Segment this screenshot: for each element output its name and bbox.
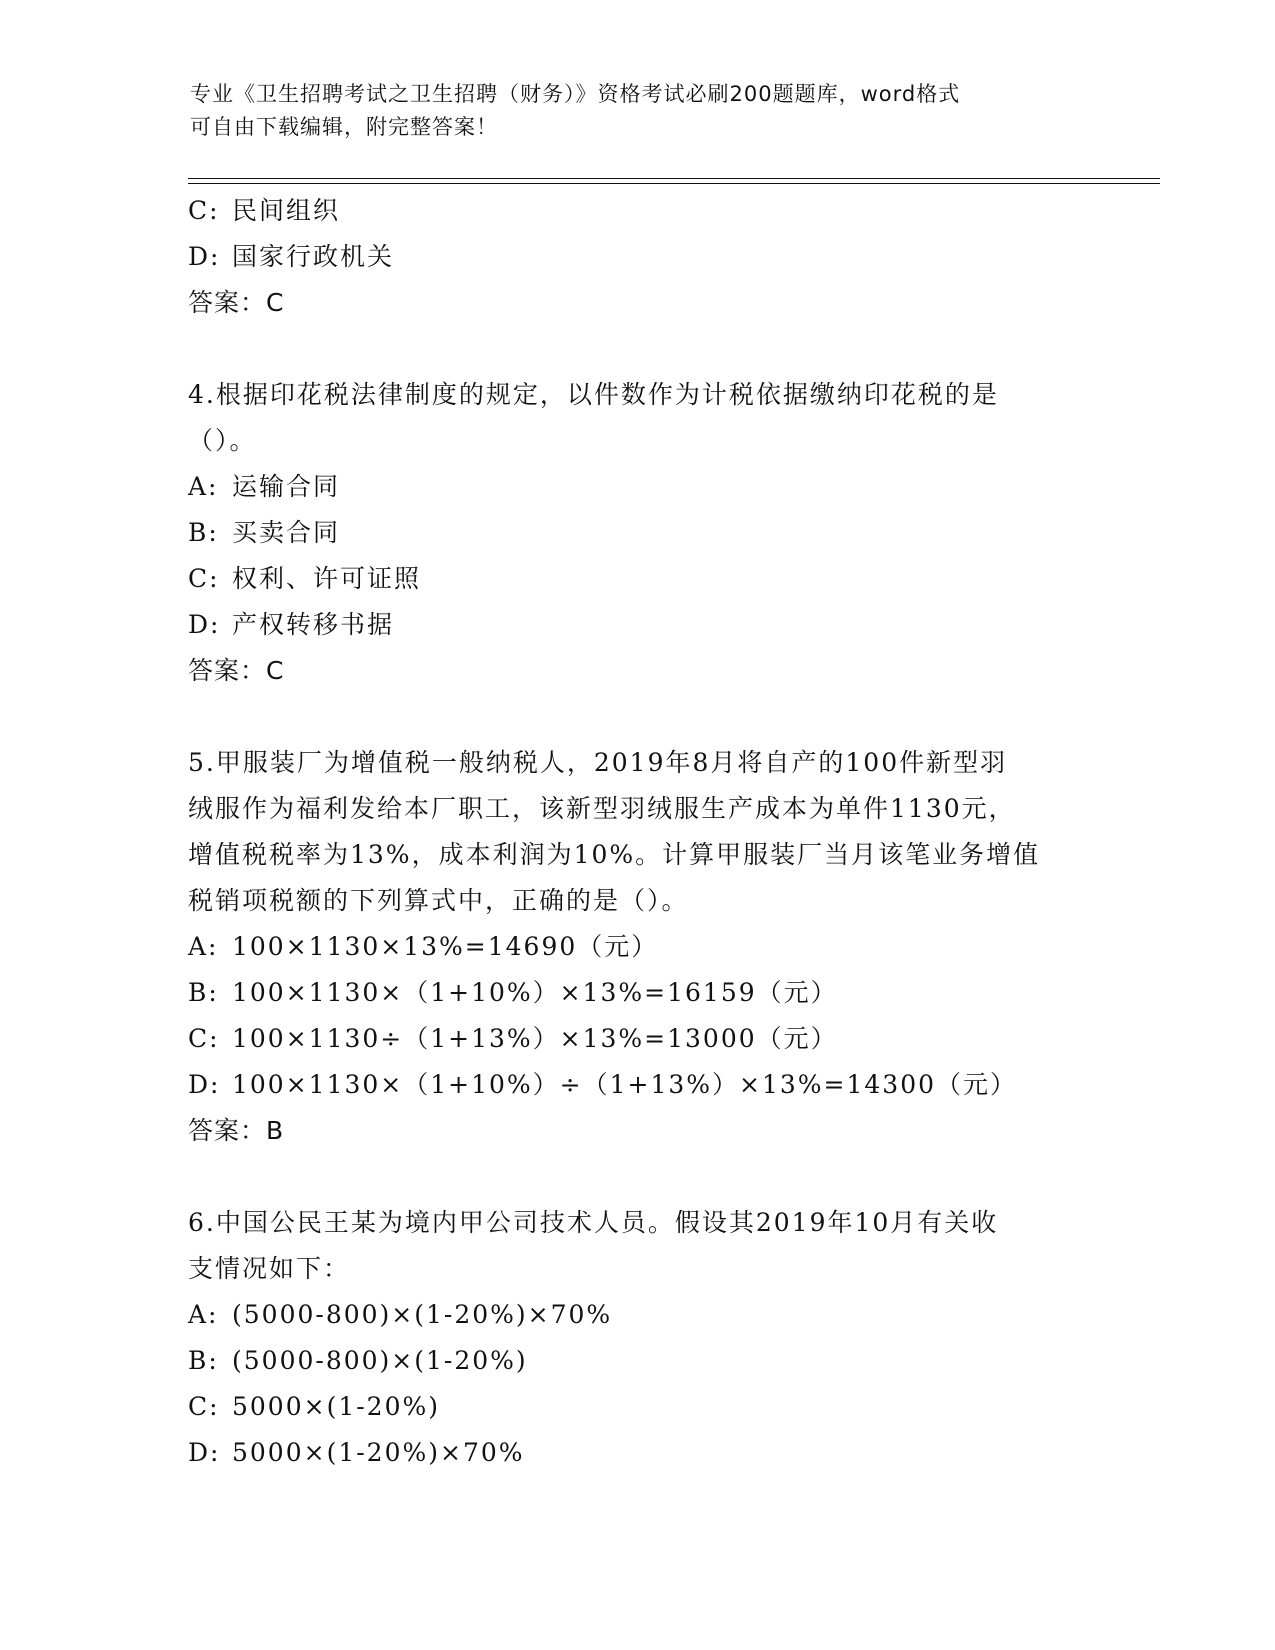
question-text-line: 绒服作为福利发给本厂职工，该新型羽绒服生产成本为单件1130元， (188, 794, 1016, 823)
answer-line: 答案：C (188, 288, 285, 317)
option-d (188, 1430, 1088, 1476)
option-text: 100×1130×13%=14690（元） (232, 932, 659, 961)
option-text: (5000-800)×(1-20%)×70% (232, 1300, 613, 1329)
option-label: D: (188, 610, 221, 639)
question-6 (188, 1200, 1088, 1476)
question-text-line: 支情况如下： (188, 1254, 351, 1283)
option-text: 5000×(1-20%) (232, 1392, 440, 1421)
option-text: 国家行政机关 (232, 242, 395, 271)
option-text: 民间组织 (232, 196, 341, 225)
header-rule-top (188, 178, 1160, 179)
option-label: C: (188, 1024, 220, 1053)
spacer (188, 326, 1088, 372)
option-a (188, 464, 1088, 510)
option-text: (5000-800)×(1-20%) (232, 1346, 528, 1375)
option-label: D: (188, 1070, 221, 1099)
option-text: 权利、许可证照 (232, 564, 422, 593)
option-text: 100×1130×（1+10%）÷（1+13%）×13%=14300（元） (232, 1070, 1018, 1099)
option-label: A: (188, 472, 219, 501)
option-label: C: (188, 564, 220, 593)
option-c (188, 1016, 1088, 1062)
document-header (190, 78, 1090, 144)
option-c (188, 1384, 1088, 1430)
question-text-line: （）。 (188, 426, 257, 455)
header-line-2: 可自由下载编辑，附完整答案！ (190, 115, 498, 139)
option-c (188, 188, 1088, 234)
option-b (188, 970, 1088, 1016)
option-label: D: (188, 1438, 221, 1467)
option-label: A: (188, 1300, 219, 1329)
question-text-line: 6.中国公民王某为境内甲公司技术人员。假设其2019年10月有关收 (188, 1208, 999, 1237)
option-b (188, 510, 1088, 556)
question-5 (188, 740, 1088, 1154)
spacer (188, 1154, 1088, 1200)
question-text-line: 4.根据印花税法律制度的规定，以件数作为计税依据缴纳印花税的是 (188, 380, 999, 409)
question-4 (188, 372, 1088, 694)
option-text: 5000×(1-20%)×70% (232, 1438, 525, 1467)
question-text-line: 税销项税额的下列算式中，正确的是（）。 (188, 886, 689, 915)
option-d (188, 602, 1088, 648)
document-body (188, 188, 1088, 1476)
option-a (188, 1292, 1088, 1338)
spacer (188, 694, 1088, 740)
answer-line: 答案：C (188, 656, 285, 685)
option-label: C: (188, 1392, 220, 1421)
option-label: B: (188, 978, 219, 1007)
option-label: D: (188, 242, 221, 271)
question-3-tail (188, 188, 1088, 326)
option-text: 产权转移书据 (232, 610, 395, 639)
option-d (188, 1062, 1088, 1108)
option-d (188, 234, 1088, 280)
option-b (188, 1338, 1088, 1384)
question-text-line: 5.甲服装厂为增值税一般纳税人，2019年8月将自产的100件新型羽 (188, 748, 1008, 777)
option-label: C: (188, 196, 220, 225)
header-line-1: 专业《卫生招聘考试之卫生招聘（财务）》资格考试必刷200题题库，word格式 (190, 82, 961, 106)
option-text: 100×1130×（1+10%）×13%=16159（元） (232, 978, 838, 1007)
header-rule-bottom (188, 183, 1160, 184)
option-c (188, 556, 1088, 602)
option-text: 100×1130÷（1+13%）×13%=13000（元） (232, 1024, 838, 1053)
option-text: 买卖合同 (232, 518, 341, 547)
option-a (188, 924, 1088, 970)
option-label: B: (188, 1346, 219, 1375)
answer-line: 答案：B (188, 1116, 285, 1145)
option-label: A: (188, 932, 219, 961)
option-text: 运输合同 (232, 472, 341, 501)
question-text-line: 增值税税率为13%，成本利润为10%。计算甲服装厂当月该笔业务增值 (188, 840, 1041, 869)
option-label: B: (188, 518, 219, 547)
